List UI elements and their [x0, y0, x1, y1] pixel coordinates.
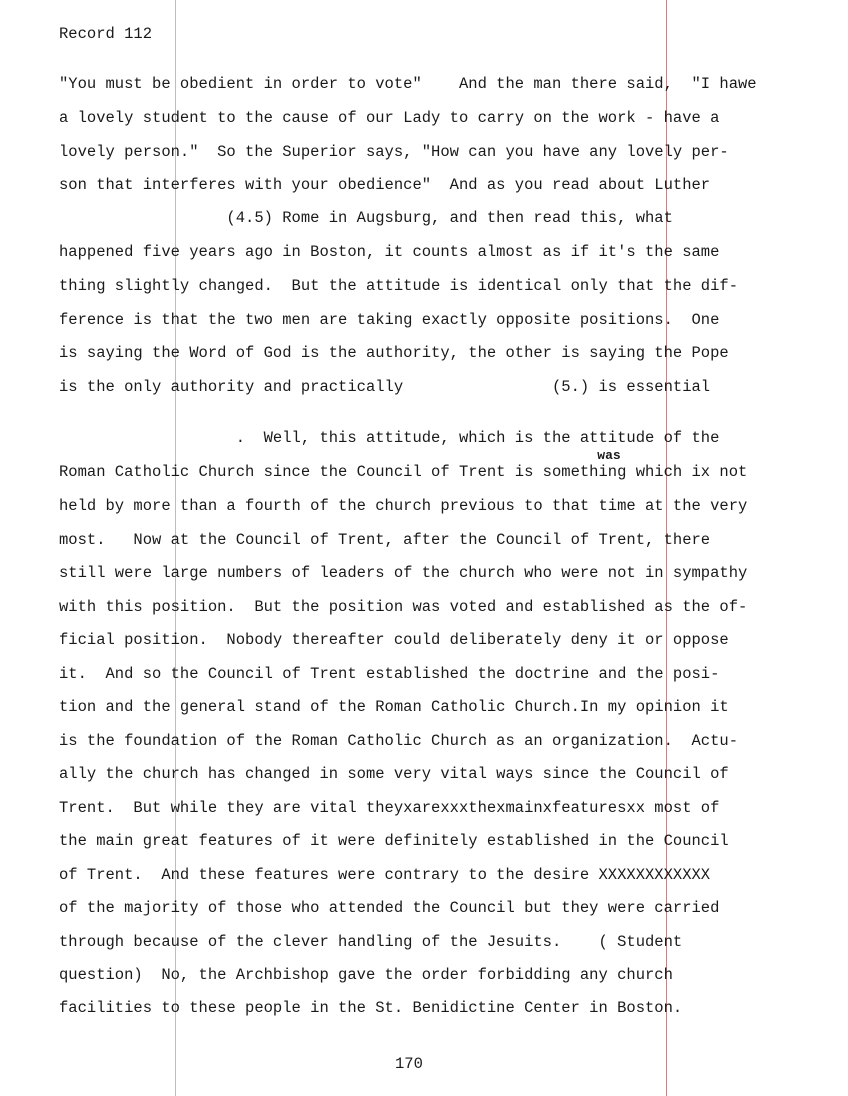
text-line: most. Now at the Council of Trent, after the Council of Trent, there [59, 531, 711, 549]
text-line: "You must be obedient in order to vote" And the man there said, "I hawe [59, 75, 757, 93]
text-line: ally the church has changed in some very vital ways since the Council of [59, 765, 729, 783]
text-line: is the foundation of the Roman Catholic Church as an organization. Actu- [59, 732, 739, 750]
record-header: Record 112 [59, 25, 153, 43]
text-line: with this position. But the position was voted and established as the of- [59, 598, 748, 616]
text-line: son that interferes with your obedience" And as you read about Luther [59, 176, 711, 194]
text-line: still were large numbers of leaders of the church who were not in sympathy [59, 564, 748, 582]
text-line: of the majority of those who attended the Council but they were carried [59, 899, 720, 917]
text-line: the main great features of it were definitely established in the Council [59, 832, 729, 850]
text-line: tion and the general stand of the Roman Catholic Church.In my opinion it [59, 698, 729, 716]
text-line: Trent. But while they are vital theyxarexxxthexmainxfeaturesxx most of [59, 799, 720, 817]
page-number: 170 [395, 1055, 423, 1073]
text-line: is saying the Word of God is the authority, the other is saying the Pope [59, 344, 729, 362]
text-line: Roman Catholic Church since the Council of Trent is something which ix not [59, 463, 748, 481]
text-line: it. And so the Council of Trent established the doctrine and the posi- [59, 665, 720, 683]
text-line: through because of the clever handling of the Jesuits. ( Student [59, 933, 683, 951]
text-line: ficial position. Nobody thereafter could deliberately deny it or oppose [59, 631, 729, 649]
interlinear-insertion: was [59, 448, 621, 463]
text-line: . Well, this attitude, which is the attitude of the [59, 429, 720, 447]
text-line: (4.5) Rome in Augsburg, and then read this, what [59, 209, 673, 227]
text-line: is the only authority and practically (5.) is essential [59, 378, 711, 396]
text-line: happened five years ago in Boston, it counts almost as if it's the same [59, 243, 720, 261]
text-line: held by more than a fourth of the church previous to that time at the very [59, 497, 748, 515]
text-line: a lovely student to the cause of our Lady to carry on the work - have a [59, 109, 720, 127]
text-line: of Trent. And these features were contrary to the desire XXXXXXXXXXXX [59, 866, 711, 884]
text-line: ference is that the two men are taking exactly opposite positions. One [59, 311, 720, 329]
text-line: question) No, the Archbishop gave the order forbidding any church [59, 966, 673, 984]
text-line: facilities to these people in the St. Benidictine Center in Boston. [59, 999, 683, 1017]
text-line: thing slightly changed. But the attitude is identical only that the dif- [59, 277, 739, 295]
text-line: lovely person." So the Superior says, "How can you have any lovely per- [59, 143, 729, 161]
